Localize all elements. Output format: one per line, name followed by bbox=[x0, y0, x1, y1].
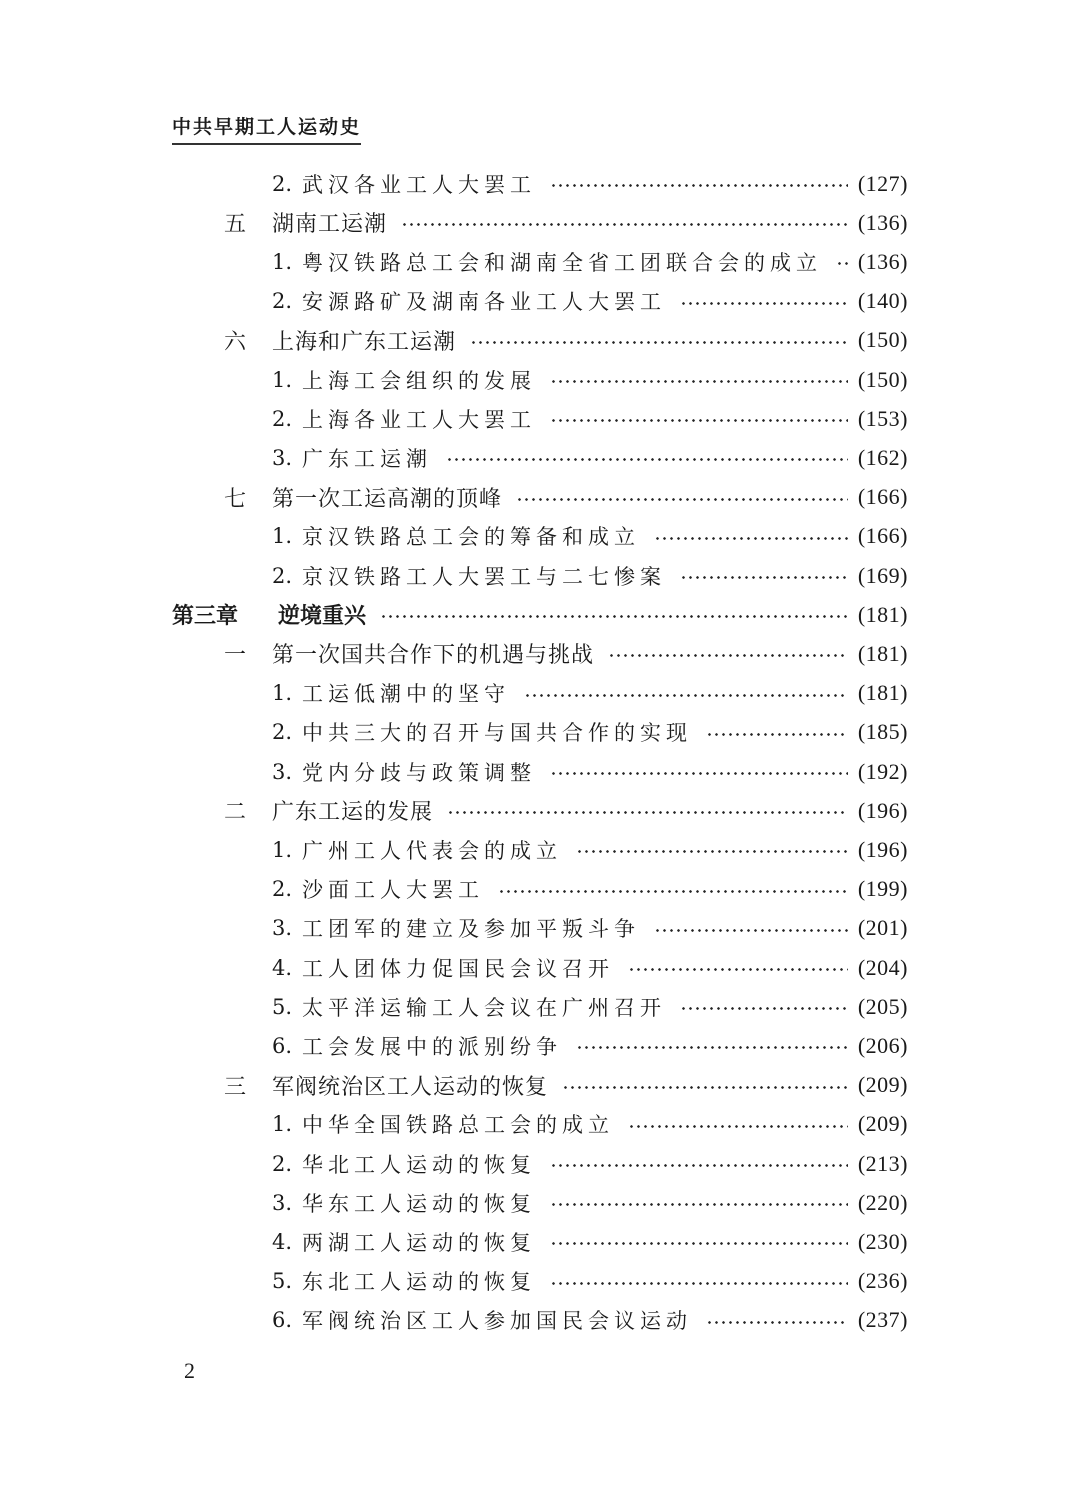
toc-entry-number: 5. bbox=[272, 1269, 293, 1294]
running-head-title: 中共早期工人运动史 bbox=[172, 112, 361, 145]
toc-subsection-entry bbox=[0, 438, 1080, 477]
toc-entry-number: 2. bbox=[272, 171, 293, 196]
dot-leader bbox=[680, 568, 848, 588]
toc-entry-number: 2. bbox=[272, 563, 293, 588]
toc-entry-page: (204) bbox=[857, 954, 908, 980]
toc-entry-page: (136) bbox=[857, 248, 908, 274]
toc-subsection-entry bbox=[0, 987, 1080, 1026]
toc-subsection-entry bbox=[0, 674, 1080, 713]
toc-entry-title: 粤汉铁路总工会和湖南全省工团联合会的成立 bbox=[302, 250, 822, 275]
dot-leader bbox=[470, 332, 848, 352]
toc-entry-number: 二 bbox=[224, 800, 247, 826]
toc-entry-page: (220) bbox=[857, 1189, 908, 1215]
toc-subsection-entry bbox=[0, 713, 1080, 752]
toc-entry-title: 华北工人运动的恢复 bbox=[302, 1152, 536, 1177]
dot-leader bbox=[654, 528, 848, 548]
dot-leader bbox=[550, 1234, 848, 1254]
toc-entry-page: (150) bbox=[857, 366, 908, 392]
toc-entry-number: 4. bbox=[272, 955, 293, 980]
toc-entry-page: (230) bbox=[857, 1228, 908, 1254]
toc-entry-page: (150) bbox=[857, 327, 908, 353]
toc-entry-page: (196) bbox=[857, 797, 908, 823]
toc-entry-title: 军阀统治区工人参加国民会议运动 bbox=[302, 1309, 692, 1334]
toc-section-entry bbox=[0, 203, 1080, 242]
dot-leader bbox=[550, 411, 848, 431]
toc-entry-title: 工运低潮中的坚守 bbox=[302, 682, 510, 707]
dot-leader bbox=[628, 960, 848, 980]
toc-entry-number: 3. bbox=[272, 1190, 293, 1215]
dot-leader bbox=[550, 372, 848, 392]
dot-leader bbox=[836, 254, 848, 274]
toc-entry-page: (185) bbox=[857, 719, 908, 745]
toc-section-entry bbox=[0, 478, 1080, 517]
dot-leader bbox=[401, 215, 848, 235]
dot-leader bbox=[550, 1273, 848, 1293]
dot-leader bbox=[654, 920, 848, 940]
toc-entry-number: 6. bbox=[272, 1308, 293, 1333]
toc-entry-number: 2. bbox=[272, 877, 293, 902]
dot-leader bbox=[576, 1038, 848, 1058]
toc-entry-title: 上海和广东工运潮 bbox=[272, 329, 457, 355]
toc-entry-page: (166) bbox=[857, 484, 908, 510]
dot-leader bbox=[576, 842, 848, 862]
toc-entry-page: (136) bbox=[857, 209, 908, 235]
toc-entry-title: 中华全国铁路总工会的成立 bbox=[302, 1113, 614, 1138]
toc-entry-number: 一 bbox=[224, 643, 247, 669]
toc-subsection-entry bbox=[0, 1301, 1080, 1340]
toc-entry-title: 东北工人运动的恢复 bbox=[302, 1270, 536, 1295]
toc-entry-number: 3. bbox=[272, 445, 293, 470]
toc-entry-title: 工人团体力促国民会议召开 bbox=[302, 956, 614, 981]
toc-entry-title: 党内分歧与政策调整 bbox=[302, 760, 536, 785]
dot-leader bbox=[680, 293, 848, 313]
toc-section-entry bbox=[0, 634, 1080, 673]
dot-leader bbox=[498, 881, 848, 901]
dot-leader bbox=[447, 803, 848, 823]
toc-entry-number: 1. bbox=[272, 837, 293, 862]
toc-entry-title: 沙面工人大罢工 bbox=[302, 878, 484, 903]
toc-entry-page: (237) bbox=[857, 1307, 908, 1333]
dot-leader bbox=[608, 646, 848, 666]
toc-section-entry bbox=[0, 1066, 1080, 1105]
toc-entry-title: 第一次国共合作下的机遇与挑战 bbox=[272, 643, 595, 669]
toc-entry-title: 安源路矿及湖南各业工人大罢工 bbox=[302, 290, 666, 315]
toc-entry-title: 工会发展中的派别纷争 bbox=[302, 1034, 562, 1059]
toc-entry-number: 2. bbox=[272, 1151, 293, 1176]
toc-entry-number: 3. bbox=[272, 759, 293, 784]
toc-entry-page: (201) bbox=[857, 915, 908, 941]
toc-subsection-entry bbox=[0, 1144, 1080, 1183]
toc-entry-title: 华东工人运动的恢复 bbox=[302, 1191, 536, 1216]
toc-entry-title: 军阀统治区工人运动的恢复 bbox=[272, 1074, 549, 1100]
toc-entry-title: 工团军的建立及参加平叛斗争 bbox=[302, 917, 640, 942]
toc-entry-number: 五 bbox=[224, 212, 247, 238]
toc-entry-number: 七 bbox=[224, 486, 247, 512]
toc-subsection-entry bbox=[0, 870, 1080, 909]
toc-entry-number: 第三章 bbox=[172, 604, 239, 630]
toc-entry-page: (196) bbox=[857, 836, 908, 862]
dot-leader bbox=[628, 1116, 848, 1136]
toc-entry-number: 3. bbox=[272, 916, 293, 941]
toc-entry-number: 1. bbox=[272, 524, 293, 549]
toc-entry-title: 京汉铁路总工会的筹备和成立 bbox=[302, 525, 640, 550]
toc-entry-page: (199) bbox=[857, 876, 908, 902]
toc-entry-number: 1. bbox=[272, 367, 293, 392]
toc-entry-page: (140) bbox=[857, 288, 908, 314]
toc-subsection-entry bbox=[0, 909, 1080, 948]
toc-entry-title: 广东工运的发展 bbox=[272, 800, 434, 826]
toc-entry-page: (181) bbox=[857, 680, 908, 706]
toc-entry-page: (153) bbox=[857, 405, 908, 431]
toc-entry-title: 上海各业工人大罢工 bbox=[302, 407, 536, 432]
toc-entry-page: (192) bbox=[857, 758, 908, 784]
toc-section-entry bbox=[0, 791, 1080, 830]
toc-entry-number: 六 bbox=[224, 329, 247, 355]
toc-subsection-entry bbox=[0, 360, 1080, 399]
dot-leader bbox=[550, 1156, 848, 1176]
dot-leader bbox=[516, 489, 848, 509]
dot-leader bbox=[380, 607, 848, 627]
toc-subsection-entry bbox=[0, 830, 1080, 869]
toc-chapter-entry bbox=[0, 595, 1080, 634]
toc-subsection-entry bbox=[0, 1026, 1080, 1065]
toc-entry-title: 第一次工运高潮的顶峰 bbox=[272, 486, 503, 512]
toc-subsection-entry bbox=[0, 242, 1080, 281]
toc-entry-title: 逆境重兴 bbox=[278, 604, 367, 630]
toc-subsection-entry bbox=[0, 517, 1080, 556]
toc-entry-title: 武汉各业工人大罢工 bbox=[302, 172, 536, 197]
toc-entry-number: 4. bbox=[272, 1229, 293, 1254]
dot-leader bbox=[446, 450, 848, 470]
toc-entry-number: 2. bbox=[272, 720, 293, 745]
dot-leader bbox=[562, 1077, 848, 1097]
toc-entry-number: 6. bbox=[272, 1033, 293, 1058]
toc-entry-page: (205) bbox=[857, 993, 908, 1019]
toc-entry-page: (181) bbox=[857, 640, 908, 666]
dot-leader bbox=[706, 1312, 848, 1332]
toc-entry-number: 三 bbox=[224, 1074, 247, 1100]
toc-entry-number: 2. bbox=[272, 406, 293, 431]
dot-leader bbox=[680, 999, 848, 1019]
toc-subsection-entry bbox=[0, 1222, 1080, 1261]
toc-entry-number: 1. bbox=[272, 249, 293, 274]
toc-entry-page: (213) bbox=[857, 1150, 908, 1176]
toc-entry-page: (181) bbox=[857, 601, 908, 627]
dot-leader bbox=[524, 685, 848, 705]
toc-subsection-entry bbox=[0, 1183, 1080, 1222]
toc-entry-title: 上海工会组织的发展 bbox=[302, 368, 536, 393]
toc-entry-page: (236) bbox=[857, 1268, 908, 1294]
toc-entry-title: 两湖工人运动的恢复 bbox=[302, 1230, 536, 1255]
toc-subsection-entry bbox=[0, 752, 1080, 791]
dot-leader bbox=[706, 724, 848, 744]
toc-entry-page: (162) bbox=[857, 444, 908, 470]
toc-subsection-entry bbox=[0, 164, 1080, 203]
toc-subsection-entry bbox=[0, 948, 1080, 987]
toc-subsection-entry bbox=[0, 556, 1080, 595]
toc-subsection-entry bbox=[0, 1262, 1080, 1301]
toc-subsection-entry bbox=[0, 1105, 1080, 1144]
toc-entry-page: (206) bbox=[857, 1032, 908, 1058]
toc-entry-number: 1. bbox=[272, 681, 293, 706]
toc-entry-title: 太平洋运输工人会议在广州召开 bbox=[302, 995, 666, 1020]
toc-entry-title: 广东工运潮 bbox=[302, 446, 432, 471]
toc-entry-page: (209) bbox=[857, 1111, 908, 1137]
toc-entry-number: 5. bbox=[272, 994, 293, 1019]
toc-subsection-entry bbox=[0, 399, 1080, 438]
toc-entry-number: 1. bbox=[272, 1112, 293, 1137]
toc-entry-title: 京汉铁路工人大罢工与二七惨案 bbox=[302, 564, 666, 589]
toc-entry-page: (127) bbox=[857, 170, 908, 196]
page-number: 2 bbox=[184, 1358, 195, 1383]
toc-entry-page: (169) bbox=[857, 562, 908, 588]
toc-entry-number: 2. bbox=[272, 289, 293, 314]
toc-entry-page: (209) bbox=[857, 1072, 908, 1098]
toc-entry-page: (166) bbox=[857, 523, 908, 549]
dot-leader bbox=[550, 764, 848, 784]
toc-section-entry bbox=[0, 321, 1080, 360]
toc-entry-title: 湖南工运潮 bbox=[272, 212, 388, 238]
toc-entry-title: 中共三大的召开与国共合作的实现 bbox=[302, 721, 692, 746]
dot-leader bbox=[550, 1195, 848, 1215]
toc-subsection-entry bbox=[0, 282, 1080, 321]
toc-entry-title: 广州工人代表会的成立 bbox=[302, 838, 562, 863]
dot-leader bbox=[550, 176, 848, 196]
